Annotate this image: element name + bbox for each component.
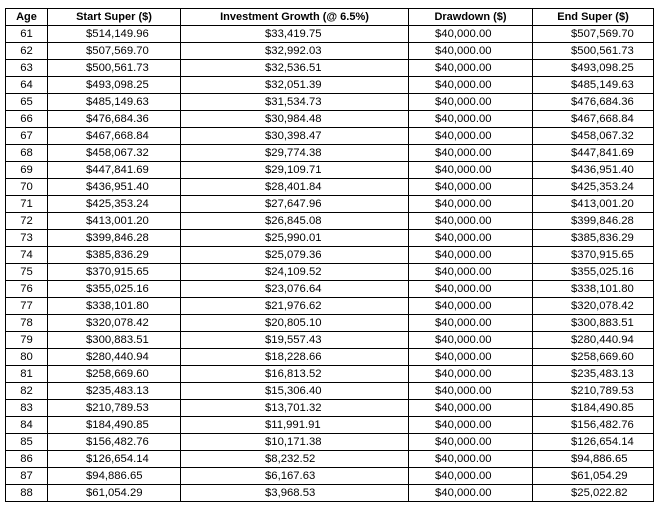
spreadsheet <box>5 8 654 502</box>
cell-drawdown[interactable]: $40,000.00 <box>409 468 533 485</box>
cell-drawdown[interactable]: $40,000.00 <box>409 485 533 502</box>
cell-age[interactable]: 87 <box>6 468 48 485</box>
cell-age[interactable]: 68 <box>6 145 48 162</box>
cell-investment-growth[interactable]: $30,984.48 <box>181 111 409 128</box>
table-row <box>6 162 654 179</box>
table-row <box>6 111 654 128</box>
table-row <box>6 383 654 400</box>
table-row <box>6 349 654 366</box>
cell-end-super[interactable]: $447,841.69 <box>533 145 654 162</box>
super-drawdown-table <box>5 8 654 502</box>
cell-age[interactable]: 82 <box>6 383 48 400</box>
cell-drawdown[interactable]: $40,000.00 <box>409 26 533 43</box>
cell-start-super[interactable]: $514,149.96 <box>48 26 181 43</box>
cell-end-super[interactable]: $280,440.94 <box>533 332 654 349</box>
cell-drawdown[interactable]: $40,000.00 <box>409 247 533 264</box>
cell-end-super[interactable]: $61,054.29 <box>533 468 654 485</box>
cell-drawdown[interactable]: $40,000.00 <box>409 128 533 145</box>
cell-age[interactable]: 73 <box>6 230 48 247</box>
cell-start-super[interactable]: $425,353.24 <box>48 196 181 213</box>
cell-age[interactable]: 79 <box>6 332 48 349</box>
cell-age[interactable]: 83 <box>6 400 48 417</box>
header-drawdown[interactable]: Drawdown ($) <box>409 9 533 26</box>
cell-drawdown[interactable]: $40,000.00 <box>409 315 533 332</box>
cell-start-super[interactable]: $507,569.70 <box>48 43 181 60</box>
cell-investment-growth[interactable]: $31,534.73 <box>181 94 409 111</box>
cell-end-super[interactable]: $425,353.24 <box>533 179 654 196</box>
cell-age[interactable]: 70 <box>6 179 48 196</box>
cell-start-super[interactable]: $413,001.20 <box>48 213 181 230</box>
cell-start-super[interactable]: $500,561.73 <box>48 60 181 77</box>
cell-end-super[interactable]: $320,078.42 <box>533 298 654 315</box>
header-investment-growth[interactable]: Investment Growth (@ 6.5%) <box>181 9 409 26</box>
cell-investment-growth[interactable]: $18,228.66 <box>181 349 409 366</box>
cell-age[interactable]: 71 <box>6 196 48 213</box>
table-row <box>6 332 654 349</box>
cell-start-super[interactable]: $355,025.16 <box>48 281 181 298</box>
cell-age[interactable]: 76 <box>6 281 48 298</box>
cell-investment-growth[interactable]: $20,805.10 <box>181 315 409 332</box>
cell-start-super[interactable]: $61,054.29 <box>48 485 181 502</box>
cell-end-super[interactable]: $126,654.14 <box>533 434 654 451</box>
cell-investment-growth[interactable]: $27,647.96 <box>181 196 409 213</box>
cell-start-super[interactable]: $493,098.25 <box>48 77 181 94</box>
cell-investment-growth[interactable]: $15,306.40 <box>181 383 409 400</box>
cell-investment-growth[interactable]: $32,992.03 <box>181 43 409 60</box>
cell-investment-growth[interactable]: $23,076.64 <box>181 281 409 298</box>
cell-age[interactable]: 88 <box>6 485 48 502</box>
cell-investment-growth[interactable]: $6,167.63 <box>181 468 409 485</box>
table-row <box>6 26 654 43</box>
table-row <box>6 213 654 230</box>
cell-start-super[interactable]: $338,101.80 <box>48 298 181 315</box>
cell-drawdown[interactable]: $40,000.00 <box>409 349 533 366</box>
cell-start-super[interactable]: $280,440.94 <box>48 349 181 366</box>
cell-age[interactable]: 74 <box>6 247 48 264</box>
cell-age[interactable]: 78 <box>6 315 48 332</box>
cell-investment-growth[interactable]: $21,976.62 <box>181 298 409 315</box>
cell-drawdown[interactable]: $40,000.00 <box>409 366 533 383</box>
cell-age[interactable]: 81 <box>6 366 48 383</box>
cell-investment-growth[interactable]: $29,774.38 <box>181 145 409 162</box>
cell-start-super[interactable]: $126,654.14 <box>48 451 181 468</box>
cell-end-super[interactable]: $458,067.32 <box>533 128 654 145</box>
cell-investment-growth[interactable]: $10,171.38 <box>181 434 409 451</box>
cell-end-super[interactable]: $370,915.65 <box>533 247 654 264</box>
cell-age[interactable]: 80 <box>6 349 48 366</box>
cell-start-super[interactable]: $258,669.60 <box>48 366 181 383</box>
table-row <box>6 94 654 111</box>
cell-end-super[interactable]: $235,483.13 <box>533 366 654 383</box>
cell-start-super[interactable]: $476,684.36 <box>48 111 181 128</box>
cell-drawdown[interactable]: $40,000.00 <box>409 281 533 298</box>
cell-end-super[interactable]: $413,001.20 <box>533 196 654 213</box>
table-row <box>6 417 654 434</box>
cell-drawdown[interactable]: $40,000.00 <box>409 60 533 77</box>
cell-age[interactable]: 62 <box>6 43 48 60</box>
cell-investment-growth[interactable]: $32,051.39 <box>181 77 409 94</box>
cell-start-super[interactable]: $447,841.69 <box>48 162 181 179</box>
cell-start-super[interactable]: $385,836.29 <box>48 247 181 264</box>
cell-investment-growth[interactable]: $8,232.52 <box>181 451 409 468</box>
cell-drawdown[interactable]: $40,000.00 <box>409 332 533 349</box>
cell-investment-growth[interactable]: $33,419.75 <box>181 26 409 43</box>
cell-drawdown[interactable]: $40,000.00 <box>409 43 533 60</box>
table-row <box>6 298 654 315</box>
table-row <box>6 77 654 94</box>
cell-end-super[interactable]: $94,886.65 <box>533 451 654 468</box>
cell-end-super[interactable]: $300,883.51 <box>533 315 654 332</box>
cell-start-super[interactable]: $210,789.53 <box>48 400 181 417</box>
table-row <box>6 145 654 162</box>
cell-investment-growth[interactable]: $25,079.36 <box>181 247 409 264</box>
header-end-super[interactable]: End Super ($) <box>533 9 654 26</box>
cell-age[interactable]: 64 <box>6 77 48 94</box>
cell-drawdown[interactable]: $40,000.00 <box>409 77 533 94</box>
cell-age[interactable]: 65 <box>6 94 48 111</box>
cell-age[interactable]: 86 <box>6 451 48 468</box>
cell-age[interactable]: 66 <box>6 111 48 128</box>
cell-start-super[interactable]: $370,915.65 <box>48 264 181 281</box>
cell-end-super[interactable]: $500,561.73 <box>533 43 654 60</box>
cell-start-super[interactable]: $436,951.40 <box>48 179 181 196</box>
cell-end-super[interactable]: $493,098.25 <box>533 60 654 77</box>
table-row <box>6 60 654 77</box>
header-age[interactable]: Age <box>6 9 48 26</box>
cell-start-super[interactable]: $320,078.42 <box>48 315 181 332</box>
table-body <box>6 26 654 502</box>
cell-age[interactable]: 77 <box>6 298 48 315</box>
table-row <box>6 434 654 451</box>
cell-investment-growth[interactable]: $19,557.43 <box>181 332 409 349</box>
cell-drawdown[interactable]: $40,000.00 <box>409 179 533 196</box>
cell-investment-growth[interactable]: $30,398.47 <box>181 128 409 145</box>
cell-investment-growth[interactable]: $24,109.52 <box>181 264 409 281</box>
table-row <box>6 128 654 145</box>
cell-age[interactable]: 84 <box>6 417 48 434</box>
cell-drawdown[interactable]: $40,000.00 <box>409 434 533 451</box>
cell-end-super[interactable]: $399,846.28 <box>533 213 654 230</box>
cell-end-super[interactable]: $467,668.84 <box>533 111 654 128</box>
cell-drawdown[interactable]: $40,000.00 <box>409 213 533 230</box>
cell-start-super[interactable]: $156,482.76 <box>48 434 181 451</box>
table-row <box>6 43 654 60</box>
cell-investment-growth[interactable]: $28,401.84 <box>181 179 409 196</box>
cell-investment-growth[interactable]: $11,991.91 <box>181 417 409 434</box>
cell-end-super[interactable]: $184,490.85 <box>533 400 654 417</box>
cell-drawdown[interactable]: $40,000.00 <box>409 230 533 247</box>
table-row <box>6 366 654 383</box>
cell-age[interactable]: 69 <box>6 162 48 179</box>
cell-end-super[interactable]: $258,669.60 <box>533 349 654 366</box>
cell-investment-growth[interactable]: $13,701.32 <box>181 400 409 417</box>
cell-age[interactable]: 67 <box>6 128 48 145</box>
cell-start-super[interactable]: $235,483.13 <box>48 383 181 400</box>
cell-age[interactable]: 61 <box>6 26 48 43</box>
table-row <box>6 400 654 417</box>
table-row <box>6 468 654 485</box>
cell-drawdown[interactable]: $40,000.00 <box>409 111 533 128</box>
cell-drawdown[interactable]: $40,000.00 <box>409 298 533 315</box>
table-row <box>6 247 654 264</box>
table-row <box>6 315 654 332</box>
table-row <box>6 179 654 196</box>
cell-age[interactable]: 72 <box>6 213 48 230</box>
cell-start-super[interactable]: $485,149.63 <box>48 94 181 111</box>
cell-drawdown[interactable]: $40,000.00 <box>409 451 533 468</box>
cell-drawdown[interactable]: $40,000.00 <box>409 94 533 111</box>
cell-investment-growth[interactable]: $3,968.53 <box>181 485 409 502</box>
cell-end-super[interactable]: $338,101.80 <box>533 281 654 298</box>
table-row <box>6 230 654 247</box>
cell-drawdown[interactable]: $40,000.00 <box>409 383 533 400</box>
header-row <box>6 9 654 26</box>
cell-investment-growth[interactable]: $16,813.52 <box>181 366 409 383</box>
table-row <box>6 281 654 298</box>
cell-end-super[interactable]: $25,022.82 <box>533 485 654 502</box>
cell-investment-growth[interactable]: $29,109.71 <box>181 162 409 179</box>
cell-end-super[interactable]: $476,684.36 <box>533 94 654 111</box>
cell-drawdown[interactable]: $40,000.00 <box>409 145 533 162</box>
cell-drawdown[interactable]: $40,000.00 <box>409 162 533 179</box>
cell-drawdown[interactable]: $40,000.00 <box>409 417 533 434</box>
cell-investment-growth[interactable]: $26,845.08 <box>181 213 409 230</box>
cell-age[interactable]: 63 <box>6 60 48 77</box>
table-row <box>6 196 654 213</box>
cell-end-super[interactable]: $507,569.70 <box>533 26 654 43</box>
cell-start-super[interactable]: $300,883.51 <box>48 332 181 349</box>
table-row <box>6 451 654 468</box>
cell-start-super[interactable]: $458,067.32 <box>48 145 181 162</box>
header-start-super[interactable]: Start Super ($) <box>48 9 181 26</box>
cell-start-super[interactable]: $467,668.84 <box>48 128 181 145</box>
cell-end-super[interactable]: $156,482.76 <box>533 417 654 434</box>
cell-investment-growth[interactable]: $25,990.01 <box>181 230 409 247</box>
cell-end-super[interactable]: $485,149.63 <box>533 77 654 94</box>
cell-start-super[interactable]: $184,490.85 <box>48 417 181 434</box>
cell-age[interactable]: 85 <box>6 434 48 451</box>
cell-end-super[interactable]: $385,836.29 <box>533 230 654 247</box>
table-row <box>6 485 654 502</box>
cell-start-super[interactable]: $94,886.65 <box>48 468 181 485</box>
cell-end-super[interactable]: $436,951.40 <box>533 162 654 179</box>
cell-drawdown[interactable]: $40,000.00 <box>409 264 533 281</box>
cell-end-super[interactable]: $355,025.16 <box>533 264 654 281</box>
cell-age[interactable]: 75 <box>6 264 48 281</box>
cell-drawdown[interactable]: $40,000.00 <box>409 196 533 213</box>
cell-investment-growth[interactable]: $32,536.51 <box>181 60 409 77</box>
table-row <box>6 264 654 281</box>
cell-start-super[interactable]: $399,846.28 <box>48 230 181 247</box>
cell-drawdown[interactable]: $40,000.00 <box>409 400 533 417</box>
cell-end-super[interactable]: $210,789.53 <box>533 383 654 400</box>
